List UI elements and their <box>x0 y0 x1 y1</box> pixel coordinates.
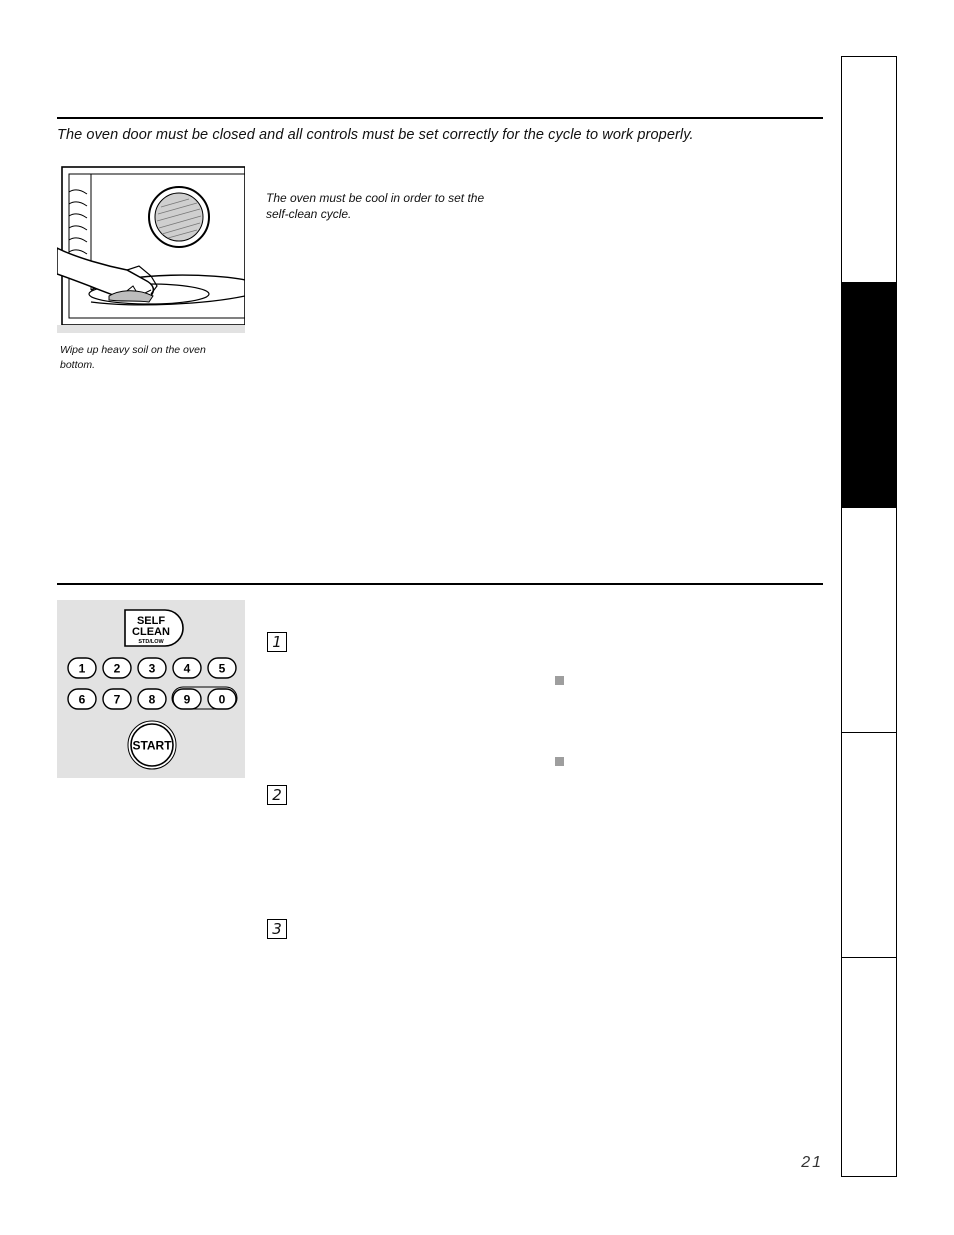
keypad-image <box>57 600 245 778</box>
self-clean-sub: STD/LOW <box>138 639 164 645</box>
number-key-7-label: 7 <box>113 692 121 707</box>
section-tab-5[interactable] <box>842 957 896 1177</box>
page-number: 21 <box>801 1154 823 1171</box>
self-clean-line1: SELF <box>136 615 166 627</box>
intro-text: The oven door must be closed and all controls must be set correctly for the cycle to work properly. <box>57 127 694 143</box>
section-tab-1[interactable] <box>842 57 896 282</box>
self-clean-key[interactable] <box>125 610 183 646</box>
section-divider <box>57 583 823 585</box>
number-key-3-label: 3 <box>148 661 156 676</box>
step-number-1: 1 <box>267 632 287 652</box>
section-tab-3[interactable] <box>842 507 896 732</box>
section-tab-4[interactable] <box>842 732 896 957</box>
section-tabs <box>841 56 897 1177</box>
illustration-caption: Wipe up heavy soil on the oven bottom. <box>60 344 206 371</box>
step-number-2: 2 <box>267 785 287 805</box>
number-key-0-label: 0 <box>218 692 226 707</box>
bullet-square <box>555 757 564 766</box>
cool-oven-note: The oven must be cool in order to set the self-clean cycle. <box>266 191 485 221</box>
top-divider <box>57 117 823 119</box>
control-keypad <box>57 600 245 778</box>
number-key-6-label: 6 <box>78 692 86 707</box>
bullet-square <box>555 676 564 685</box>
number-key-4-label: 4 <box>183 661 191 676</box>
start-key[interactable] <box>128 721 176 769</box>
step-number-3: 3 <box>267 919 287 939</box>
section-tab-2-active[interactable] <box>842 282 896 507</box>
self-clean-line2: CLEAN <box>132 626 170 638</box>
start-key-label: START <box>132 738 172 753</box>
number-key-1-label: 1 <box>78 661 86 676</box>
number-key-8-label: 8 <box>148 692 156 707</box>
oven-illustration <box>57 162 245 333</box>
number-key-9-label: 9 <box>183 692 191 707</box>
oven-cleaning-image <box>57 162 245 333</box>
number-key-2-label: 2 <box>113 661 121 676</box>
number-key-5-label: 5 <box>218 661 226 676</box>
number-keys <box>68 658 236 709</box>
